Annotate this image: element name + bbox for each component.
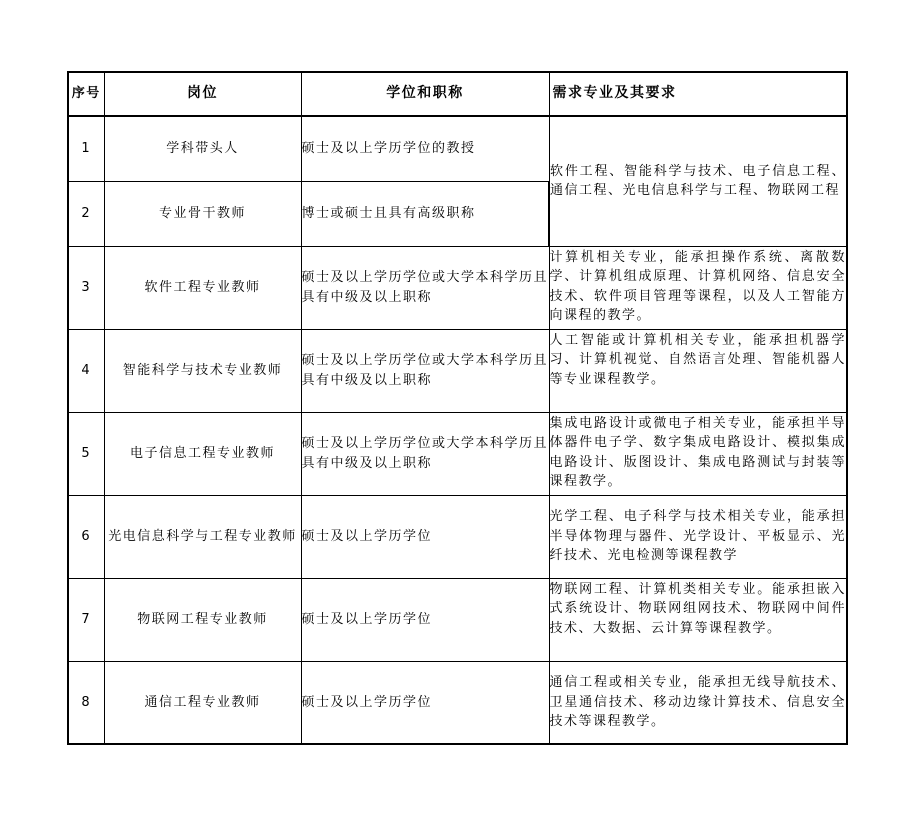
row-requirements: 光学工程、电子科学与技术相关专业，能承担半导体物理与器件、光学设计、平板显示、光纤技术、光电检测等课程教学 [549, 495, 847, 578]
header-no: 序号 [68, 72, 104, 116]
row-post: 光电信息科学与工程专业教师 [104, 495, 301, 578]
header-degree: 学位和职称 [301, 72, 549, 116]
row-post: 通信工程专业教师 [104, 661, 301, 744]
row-degree: 硕士及以上学历学位 [301, 661, 549, 744]
table-row [68, 246, 847, 329]
row-no: 8 [68, 661, 104, 744]
row-degree: 硕士及以上学历学位或大学本科学历且具有中级及以上职称 [301, 246, 549, 329]
row-requirements: 人工智能或计算机相关专业，能承担机器学习、计算机视觉、自然语言处理、智能机器人等专业课程教学。 [549, 329, 847, 412]
row-requirements: 通信工程或相关专业，能承担无线导航技术、卫星通信技术、移动边缘计算技术、信息安全技术等课程教学。 [549, 661, 847, 744]
row-post: 软件工程专业教师 [104, 246, 301, 329]
row-degree: 硕士及以上学历学位的教授 [301, 116, 549, 181]
row-no: 4 [68, 329, 104, 412]
row-post: 电子信息工程专业教师 [104, 412, 301, 495]
table-row [68, 578, 847, 661]
row-no: 5 [68, 412, 104, 495]
table-row [68, 412, 847, 495]
row-requirements: 计算机相关专业，能承担操作系统、离散数学、计算机组成原理、计算机网络、信息安全技术、软件项目管理等课程，以及人工智能方向课程的教学。 [549, 246, 847, 329]
row-degree: 博士或硕士且具有高级职称 [301, 181, 549, 246]
row-post: 物联网工程专业教师 [104, 578, 301, 661]
table-row [68, 661, 847, 744]
row-no: 3 [68, 246, 104, 329]
row-no: 6 [68, 495, 104, 578]
table-row [68, 116, 847, 181]
row-degree: 硕士及以上学历学位或大学本科学历且具有中级及以上职称 [301, 412, 549, 495]
header-requirements: 需求专业及其要求 [549, 72, 847, 116]
row-degree: 硕士及以上学历学位或大学本科学历且具有中级及以上职称 [301, 329, 549, 412]
row-post: 专业骨干教师 [104, 181, 301, 246]
row-requirements: 物联网工程、计算机类相关专业。能承担嵌入式系统设计、物联网组网技术、物联网中间件技术、大数据、云计算等课程教学。 [549, 578, 847, 661]
row-requirements: 集成电路设计或微电子相关专业，能承担半导体器件电子学、数字集成电路设计、模拟集成电路设计、版图设计、集成电路测试与封装等课程教学。 [549, 412, 847, 495]
recruitment-table [67, 71, 848, 745]
header-post: 岗位 [104, 72, 301, 116]
row-degree: 硕士及以上学历学位 [301, 495, 549, 578]
row-post: 学科带头人 [104, 116, 301, 181]
row-post: 智能科学与技术专业教师 [104, 329, 301, 412]
row-degree: 硕士及以上学历学位 [301, 578, 549, 661]
table-row [68, 329, 847, 412]
table-row [68, 495, 847, 578]
row-requirements: 软件工程、智能科学与技术、电子信息工程、通信工程、光电信息科学与工程、物联网工程 [549, 116, 847, 246]
row-no: 1 [68, 116, 104, 181]
table-header-row [68, 72, 847, 116]
row-no: 2 [68, 181, 104, 246]
row-no: 7 [68, 578, 104, 661]
